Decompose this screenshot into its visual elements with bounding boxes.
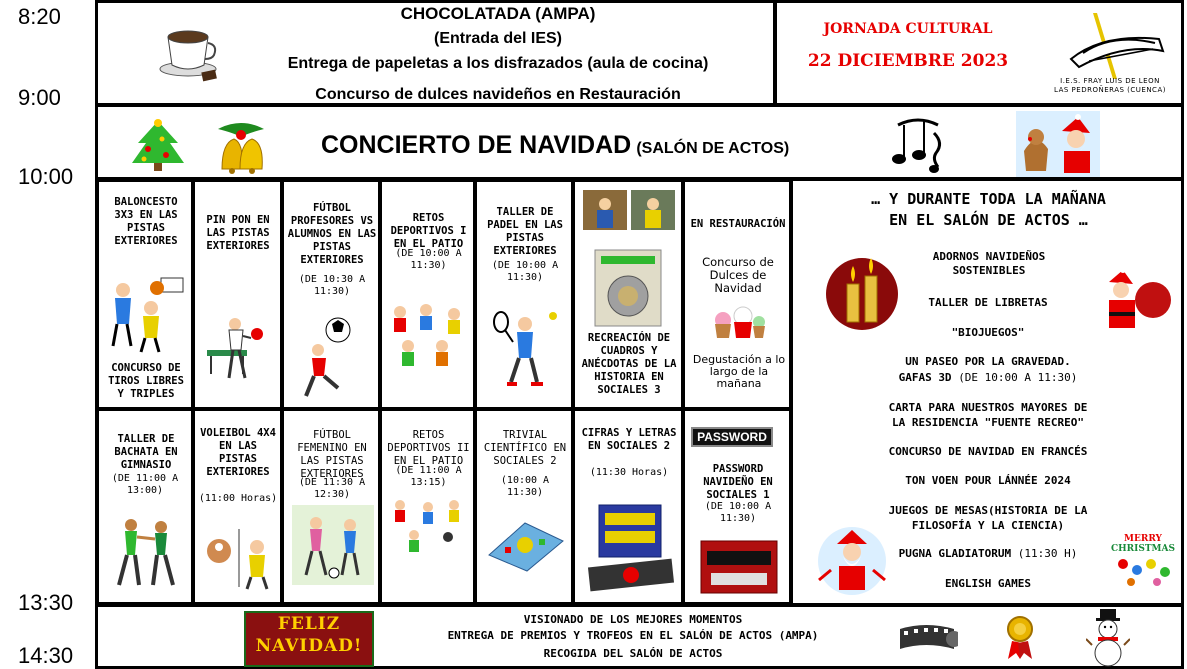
chocolatada-box xyxy=(95,0,776,106)
activity-title: RETOS DEPORTIVOS II EN EL PATIO xyxy=(387,429,470,467)
ornaments-icon xyxy=(1113,554,1173,588)
activity-title: TRIVIAL CIENTÍFICO EN SOCIALES 2 xyxy=(483,429,567,467)
football-player-icon xyxy=(298,314,368,400)
chocolatada-line: Entrega de papeletas a los disfrazados (aula de cocina) xyxy=(287,55,709,72)
activity-time: (DE 10:00 A 11:30) xyxy=(491,260,559,283)
side-item-time: (DE 10:00 A 11:30) xyxy=(958,371,1078,384)
cifras-letras-game-icon xyxy=(583,499,679,595)
activity-sweets xyxy=(683,180,791,409)
activity-time: (DE 11:30 A 12:30) xyxy=(298,477,366,500)
time-label: 9:00 xyxy=(18,85,61,110)
ping-pong-player-icon xyxy=(205,314,275,382)
activity-title: RECREACIÓN DE CUADROS Y ANÉCDOTAS DE LA HISTORIA EN SOCIALES 3 xyxy=(581,332,677,396)
cupcakes-icon xyxy=(709,300,767,344)
side-heading: … Y DURANTE TODA LA MAÑANA xyxy=(871,190,1106,208)
side-item: TON VOEN POUR LÁNNÉE 2024 xyxy=(905,474,1071,487)
side-item-time: (11:30 H) xyxy=(1017,547,1078,560)
feliz-navidad-banner xyxy=(244,611,374,667)
bells-icon xyxy=(208,115,274,177)
time-label: 14:30 xyxy=(18,643,74,668)
activity-password xyxy=(683,409,791,604)
activity-time: (DE 11:00 A 13:00) xyxy=(111,473,179,496)
side-item-text: GAFAS 3D xyxy=(898,371,952,384)
closing-line: ENTREGA DE PREMIOS Y TROFEOS EN EL SALÓN DE ACTOS (AMPA) xyxy=(447,629,819,642)
activity-title: BALONCESTO 3X3 EN LAS PISTAS EXTERIORES xyxy=(114,196,178,247)
activity-title: FÚTBOL PROFESORES VS ALUMNOS EN LAS PISTAS EXTERIORES xyxy=(287,202,377,266)
kids-games-icon xyxy=(386,300,472,372)
santa-sack-icon xyxy=(1093,266,1177,338)
activity-extra: CONCURSO DE TIROS LIBRES Y TRIPLES xyxy=(108,362,184,400)
activity-football-teachers xyxy=(282,180,380,409)
kids-games-icon xyxy=(388,495,470,555)
activity-title: TALLER DE PADEL EN LAS PISTAS EXTERIORES xyxy=(487,206,563,257)
activity-time: (11:00 Horas) xyxy=(198,493,278,504)
activity-pingpong xyxy=(193,180,282,409)
music-notes-icon xyxy=(884,113,952,177)
side-item: "BIOJUEGOS" xyxy=(951,326,1025,339)
christmas-tree-icon xyxy=(126,117,190,175)
activity-contest: Concurso de Dulces de Navidad xyxy=(702,255,774,295)
activity-title: EN RESTAURACIÓN xyxy=(690,218,786,230)
side-item: ENGLISH GAMES xyxy=(944,577,1032,590)
activity-challenges-1 xyxy=(380,180,475,409)
snowman-icon xyxy=(1086,609,1130,667)
activity-time: (DE 10:00 A 11:30) xyxy=(704,501,772,524)
chocolatada-title: CHOCOLATADA (AMPA) xyxy=(400,4,596,23)
christmas-text: CHRISTMAS xyxy=(1111,544,1175,554)
side-item: CONCURSO DE NAVIDAD EN FRANCÉS xyxy=(888,445,1088,458)
activity-title: VOLEIBOL 4X4 EN LAS PISTAS EXTERIORES xyxy=(200,427,276,478)
concert-title: CONCIERTO DE NAVIDAD xyxy=(321,131,632,159)
side-item: JUEGOS DE MESAS(HISTORIA DE LA xyxy=(888,504,1088,517)
event-title: JORNADA CULTURAL xyxy=(823,21,993,37)
merry-christmas-graphic xyxy=(1111,534,1175,592)
activity-title: PIN PON EN LAS PISTAS EXTERIORES xyxy=(206,214,270,252)
volleyball-players-icon xyxy=(201,525,277,591)
concert-place: (SALÓN DE ACTOS) xyxy=(636,140,790,157)
coffee-cup-icon xyxy=(158,17,220,83)
merry-text: MERRY xyxy=(1124,534,1162,544)
activity-volleyball xyxy=(193,409,282,604)
santa-reindeer-icon xyxy=(1016,111,1100,177)
concert-box xyxy=(95,104,1184,180)
side-panel xyxy=(791,180,1182,604)
activity-womens-football xyxy=(282,409,380,604)
activity-challenges-2 xyxy=(380,409,475,604)
side-item: CARTA PARA NUESTROS MAYORES DE xyxy=(888,401,1088,414)
event-date: 22 DICIEMBRE 2023 xyxy=(807,51,1009,71)
dancers-icon xyxy=(109,515,183,589)
women-football-icon xyxy=(292,505,374,585)
chocolatada-line: (Entrada del IES) xyxy=(433,30,563,47)
activity-title: TALLER DE BACHATA EN GIMNASIO xyxy=(114,433,178,471)
closing-line: VISIONADO DE LOS MEJORES MOMENTOS xyxy=(523,613,743,626)
activity-trivial xyxy=(475,409,573,604)
navidad-text: NAVIDAD! xyxy=(255,636,363,656)
activity-time: (10:00 A 11:30) xyxy=(500,475,550,498)
side-item-text: PUGNA GLADIATORUM xyxy=(898,547,1012,560)
chocolatada-line: Concurso de dulces navideños en Restauración xyxy=(315,86,681,103)
side-item: ADORNOS NAVIDEÑOS SOSTENIBLES xyxy=(932,250,1046,277)
activity-bachata xyxy=(97,409,193,604)
side-item: LA RESIDENCIA "FUENTE RECREO" xyxy=(891,416,1085,429)
side-item: FILOSOFÍA Y LA CIENCIA) xyxy=(911,519,1065,532)
activity-time: (DE 11:00 A 13:15) xyxy=(395,465,462,488)
film-strip-icon xyxy=(896,617,958,657)
activity-title: PASSWORD NAVIDEÑO EN SOCIALES 1 xyxy=(703,463,773,501)
medal-icon xyxy=(1004,613,1036,661)
closing-box xyxy=(95,604,1184,669)
activity-title: CIFRAS Y LETRAS EN SOCIALES 2 xyxy=(581,427,677,452)
side-heading: EN EL SALÓN DE ACTOS … xyxy=(889,211,1088,229)
activity-basketball xyxy=(97,180,193,409)
activity-paintings xyxy=(573,180,683,409)
password-logo: PASSWORD xyxy=(691,427,773,447)
candles-icon xyxy=(823,254,901,330)
santa-snow-icon xyxy=(807,524,897,598)
school-town: LAS PEDROÑERAS (CUENCA) xyxy=(1054,86,1166,94)
activity-time: (11:30 Horas) xyxy=(589,467,669,478)
side-item xyxy=(833,371,1143,385)
time-label: 10:00 xyxy=(18,164,74,189)
side-item: TALLER DE LIBRETAS xyxy=(928,296,1048,309)
concert-heading xyxy=(321,131,789,160)
activity-extra: Degustación a lo largo de la mañana xyxy=(692,353,786,390)
book-cover-icon xyxy=(593,248,663,328)
closing-line: RECOGIDA DEL SALÓN DE ACTOS xyxy=(543,647,723,660)
password-game-icon xyxy=(697,537,781,597)
board-game-icon xyxy=(485,515,567,575)
paintings-icon xyxy=(583,190,675,230)
padel-player-icon xyxy=(487,302,563,388)
school-name: I.E.S. FRAY LUIS DE LEON xyxy=(1060,77,1160,85)
feliz-text: FELIZ xyxy=(277,614,341,634)
activity-time: (DE 10:30 A 11:30) xyxy=(298,274,366,297)
activity-time: (DE 10:00 A 11:30) xyxy=(395,248,462,271)
activity-numbers-letters xyxy=(573,409,683,604)
basketball-players-icon xyxy=(105,274,185,354)
time-label: 13:30 xyxy=(18,590,74,615)
header-box xyxy=(774,0,1184,106)
time-label: 8:20 xyxy=(18,4,61,29)
activity-padel xyxy=(475,180,573,409)
school-logo-icon xyxy=(1063,9,1173,81)
side-item: UN PASEO POR LA GRAVEDAD. xyxy=(905,355,1071,368)
activity-title: FÚTBOL FEMENINO EN LAS PISTAS EXTERIORES xyxy=(297,429,367,480)
activity-title: RETOS DEPORTIVOS I EN EL PATIO xyxy=(390,212,467,250)
